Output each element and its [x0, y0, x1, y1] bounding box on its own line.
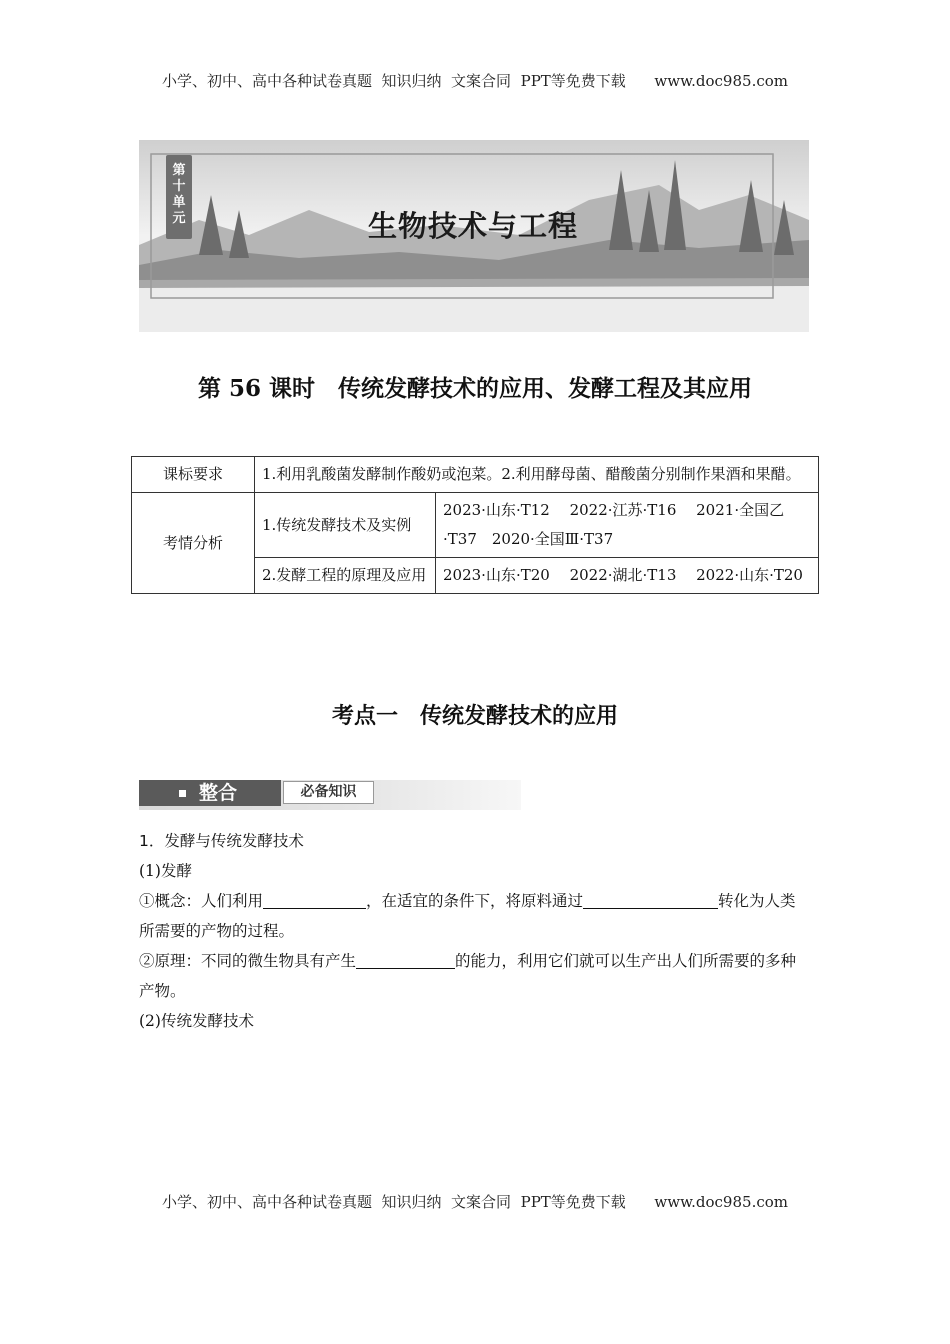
- unit-label: 第十单元: [166, 155, 192, 239]
- lesson-title: 第 56 课时 传统发酵技术的应用、发酵工程及其应用: [197, 375, 753, 402]
- topic-cell: 1.传统发酵技术及实例: [255, 493, 436, 558]
- sub-heading-fermentation: (1)发酵: [139, 862, 192, 880]
- exam-cell: 2023·山东·T20 2022·湖北·T13 2022·山东·T20: [436, 558, 819, 594]
- topic-cell: 2.发酵工程的原理及应用: [255, 558, 436, 594]
- fill-blank[interactable]: [583, 890, 718, 909]
- unit-title: 生物技术与工程: [367, 209, 578, 243]
- analysis-head: 考情分析: [132, 493, 255, 594]
- concept-paragraph: ①概念：人们利用 ，在适宜的条件下，将原料通过 转化为人类所需要的产物的过程。: [139, 892, 796, 940]
- section-title: 考点一 传统发酵技术的应用: [331, 703, 618, 729]
- curriculum-table: [131, 456, 819, 594]
- req-head: 课标要求: [132, 457, 255, 493]
- principle-paragraph: ②原理：不同的微生物具有产生 的能力，利用它们就可以生产出人们所需要的多种产物。: [139, 952, 797, 1000]
- section-bar-label: 整合: [139, 780, 281, 806]
- fill-blank[interactable]: [356, 950, 455, 969]
- section-bar-tag: 必备知识: [283, 781, 374, 804]
- page-footer: 小学、初中、高中各种试卷真题 知识归纳 文案合同 PPT等免费下载 www.doc985.com: [161, 1193, 788, 1211]
- heading-fermentation: 1．发酵与传统发酵技术: [139, 832, 304, 850]
- square-bullet-icon: [179, 790, 186, 797]
- page-header: 小学、初中、高中各种试卷真题 知识归纳 文案合同 PPT等免费下载 www.doc985.com: [161, 72, 788, 90]
- sub-heading-traditional: (2)传统发酵技术: [139, 1012, 254, 1030]
- exam-cell: 2023·山东·T12 2022·江苏·T16 2021·全国乙·T37 2020·全国Ⅲ·T37: [436, 493, 819, 558]
- req-text: 1.利用乳酸菌发酵制作酸奶或泡菜。2.利用酵母菌、醋酸菌分别制作果酒和果醋。: [255, 457, 819, 493]
- fill-blank[interactable]: [263, 890, 366, 909]
